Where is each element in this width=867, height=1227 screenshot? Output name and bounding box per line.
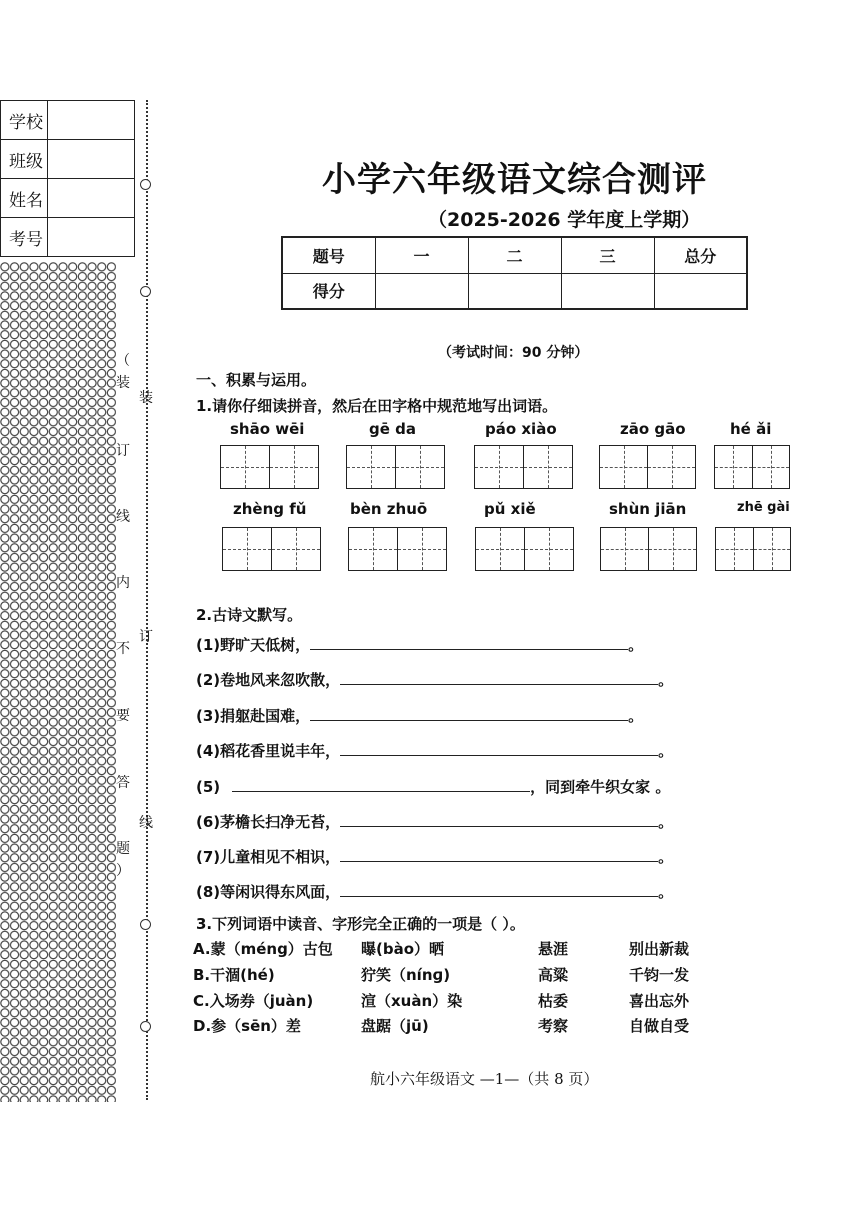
poem-line-end: ，同到牵牛织女家 。 bbox=[530, 778, 671, 796]
poem-line-prompt: (1)野旷天低树， bbox=[196, 636, 311, 654]
exam-number-label: 考号 bbox=[1, 218, 48, 257]
binding-hole bbox=[140, 1021, 151, 1032]
question-prompt: 1.请你仔细读拼音，然后在田字格中规范地写出词语。 bbox=[196, 397, 558, 415]
score-header-cell: 一 bbox=[375, 237, 468, 273]
tianzige-box[interactable] bbox=[714, 445, 790, 489]
answer-blank[interactable] bbox=[340, 811, 658, 827]
binding-char: 线 bbox=[139, 815, 153, 831]
poem-line-end: 。 bbox=[658, 813, 674, 831]
poem-line-prompt: (6)茅檐长扫净无苔， bbox=[196, 813, 341, 831]
option-d-word2: 盘踞（jū) bbox=[361, 1017, 429, 1035]
binding-char: 内 bbox=[116, 575, 130, 591]
poem-line-end: 。 bbox=[658, 848, 674, 866]
score-cell[interactable] bbox=[375, 273, 468, 309]
option-b-word2: 狞笑（nínɡ) bbox=[361, 966, 451, 984]
score-cell[interactable] bbox=[561, 273, 654, 309]
poem-line-prompt: (2)卷地风来忽吹散， bbox=[196, 671, 341, 689]
binding-char: （ bbox=[116, 353, 130, 369]
poem-line-prompt: (5) bbox=[196, 778, 221, 796]
pinyin-label: zhèng fǔ bbox=[233, 500, 307, 518]
poem-line-end: 。 bbox=[628, 636, 644, 654]
name-label: 姓名 bbox=[1, 179, 48, 218]
option-c-word1[interactable]: C.入场券（juàn) bbox=[193, 992, 314, 1010]
poem-line-end: 。 bbox=[658, 883, 674, 901]
name-field[interactable] bbox=[48, 179, 135, 218]
answer-blank[interactable] bbox=[310, 634, 628, 650]
exam-number-field[interactable] bbox=[48, 218, 135, 257]
decorative-circle-pattern bbox=[0, 262, 116, 1102]
class-label: 班级 bbox=[1, 140, 48, 179]
option-c-word3: 枯委 bbox=[538, 992, 569, 1010]
option-b-word4: 千钧一发 bbox=[629, 966, 690, 984]
poem-line bbox=[196, 846, 673, 867]
tianzige-box[interactable] bbox=[220, 445, 319, 489]
score-row-label: 得分 bbox=[282, 273, 375, 309]
score-cell[interactable] bbox=[468, 273, 561, 309]
option-d-word4: 自做自受 bbox=[629, 1017, 690, 1035]
answer-blank[interactable] bbox=[232, 776, 530, 792]
poem-line-end: 。 bbox=[628, 707, 644, 725]
pinyin-label: bèn zhuō bbox=[350, 500, 428, 518]
option-b-word1[interactable]: B.干涸(hé) bbox=[193, 966, 275, 984]
binding-char: 题 bbox=[116, 841, 130, 857]
option-a-word3: 悬涯 bbox=[538, 940, 569, 958]
binding-char: ） bbox=[116, 863, 130, 879]
tianzige-box[interactable] bbox=[474, 445, 573, 489]
tianzige-box[interactable] bbox=[475, 527, 574, 571]
poem-line bbox=[196, 740, 673, 761]
poem-line bbox=[196, 705, 643, 726]
poem-line bbox=[196, 881, 673, 902]
score-header-cell: 题号 bbox=[282, 237, 375, 273]
poem-line-prompt: (3)捐躯赴国难， bbox=[196, 707, 311, 725]
binding-hole bbox=[140, 179, 151, 190]
binding-char: 订 bbox=[139, 629, 153, 645]
binding-char: 不 bbox=[116, 641, 130, 657]
binding-dotted-line bbox=[146, 100, 148, 1100]
exam-time: （考试时间：90 分钟） bbox=[438, 345, 589, 361]
page-subtitle: （2025-2026 学年度上学期） bbox=[428, 209, 701, 231]
option-a-word2: 曝(bào）晒 bbox=[361, 940, 445, 958]
binding-char: 线 bbox=[116, 509, 130, 525]
answer-blank[interactable] bbox=[340, 669, 658, 685]
option-b-word3: 高粱 bbox=[538, 966, 569, 984]
tianzige-box[interactable] bbox=[599, 445, 696, 489]
answer-blank[interactable] bbox=[340, 740, 658, 756]
poem-line-prompt: (4)稻花香里说丰年， bbox=[196, 742, 341, 760]
answer-blank[interactable] bbox=[340, 846, 658, 862]
pinyin-label: pǔ xiě bbox=[484, 500, 536, 518]
score-header-cell: 二 bbox=[468, 237, 561, 273]
binding-char: 答 bbox=[116, 775, 130, 791]
tianzige-box[interactable] bbox=[715, 527, 791, 571]
binding-char: 订 bbox=[116, 443, 130, 459]
pinyin-label: páo xiào bbox=[485, 420, 557, 438]
binding-char: 装 bbox=[116, 375, 130, 391]
score-header-cell: 总分 bbox=[654, 237, 747, 273]
poem-line-end: 。 bbox=[658, 742, 674, 760]
option-c-word2: 渲（xuàn）染 bbox=[361, 992, 463, 1010]
poem-line-prompt: (8)等闲识得东风面， bbox=[196, 883, 341, 901]
poem-line-end: 。 bbox=[658, 671, 674, 689]
page-title: 小学六年级语文综合测评 bbox=[322, 160, 707, 200]
page-footer: 航小六年级语文 —1—（共 8 页） bbox=[370, 1070, 599, 1088]
poem-line bbox=[196, 669, 673, 690]
score-cell[interactable] bbox=[654, 273, 747, 309]
pinyin-label: zāo gāo bbox=[620, 420, 686, 438]
section-heading: 一、积累与运用。 bbox=[196, 371, 317, 389]
poem-line bbox=[196, 811, 673, 832]
option-a-word1[interactable]: A.蒙（méng）古包 bbox=[193, 940, 333, 958]
poem-line bbox=[196, 776, 670, 797]
pinyin-label: gē da bbox=[369, 420, 416, 438]
class-field[interactable] bbox=[48, 140, 135, 179]
score-header-cell: 三 bbox=[561, 237, 654, 273]
tianzige-box[interactable] bbox=[600, 527, 697, 571]
tianzige-box[interactable] bbox=[348, 527, 447, 571]
school-label: 学校 bbox=[1, 101, 48, 140]
question-prompt: 2.古诗文默写。 bbox=[196, 606, 303, 624]
school-field[interactable] bbox=[48, 101, 135, 140]
pinyin-label: hé ǎi bbox=[730, 420, 772, 438]
poem-line bbox=[196, 634, 643, 655]
tianzige-box[interactable] bbox=[346, 445, 445, 489]
option-d-word3: 考察 bbox=[538, 1017, 569, 1035]
binding-hole bbox=[140, 919, 151, 930]
option-c-word4: 喜出忘外 bbox=[629, 992, 690, 1010]
answer-blank[interactable] bbox=[310, 705, 628, 721]
student-info-table bbox=[0, 100, 135, 257]
binding-hole bbox=[140, 286, 151, 297]
tianzige-box[interactable] bbox=[222, 527, 321, 571]
binding-char: 要 bbox=[116, 708, 130, 724]
pinyin-label: shùn jiān bbox=[609, 500, 687, 518]
pinyin-label: shāo wēi bbox=[230, 420, 305, 438]
binding-char: 装 bbox=[139, 390, 153, 406]
score-table bbox=[281, 236, 748, 310]
poem-line-prompt: (7)儿童相见不相识， bbox=[196, 848, 341, 866]
option-a-word4: 别出新裁 bbox=[629, 940, 690, 958]
pinyin-label: zhē gài bbox=[737, 500, 790, 515]
question-prompt: 3.下列词语中读音、字形完全正确的一项是（ ）。 bbox=[196, 915, 525, 933]
option-d-word1[interactable]: D.参（sēn）差 bbox=[193, 1017, 301, 1035]
answer-blank[interactable] bbox=[340, 881, 658, 897]
